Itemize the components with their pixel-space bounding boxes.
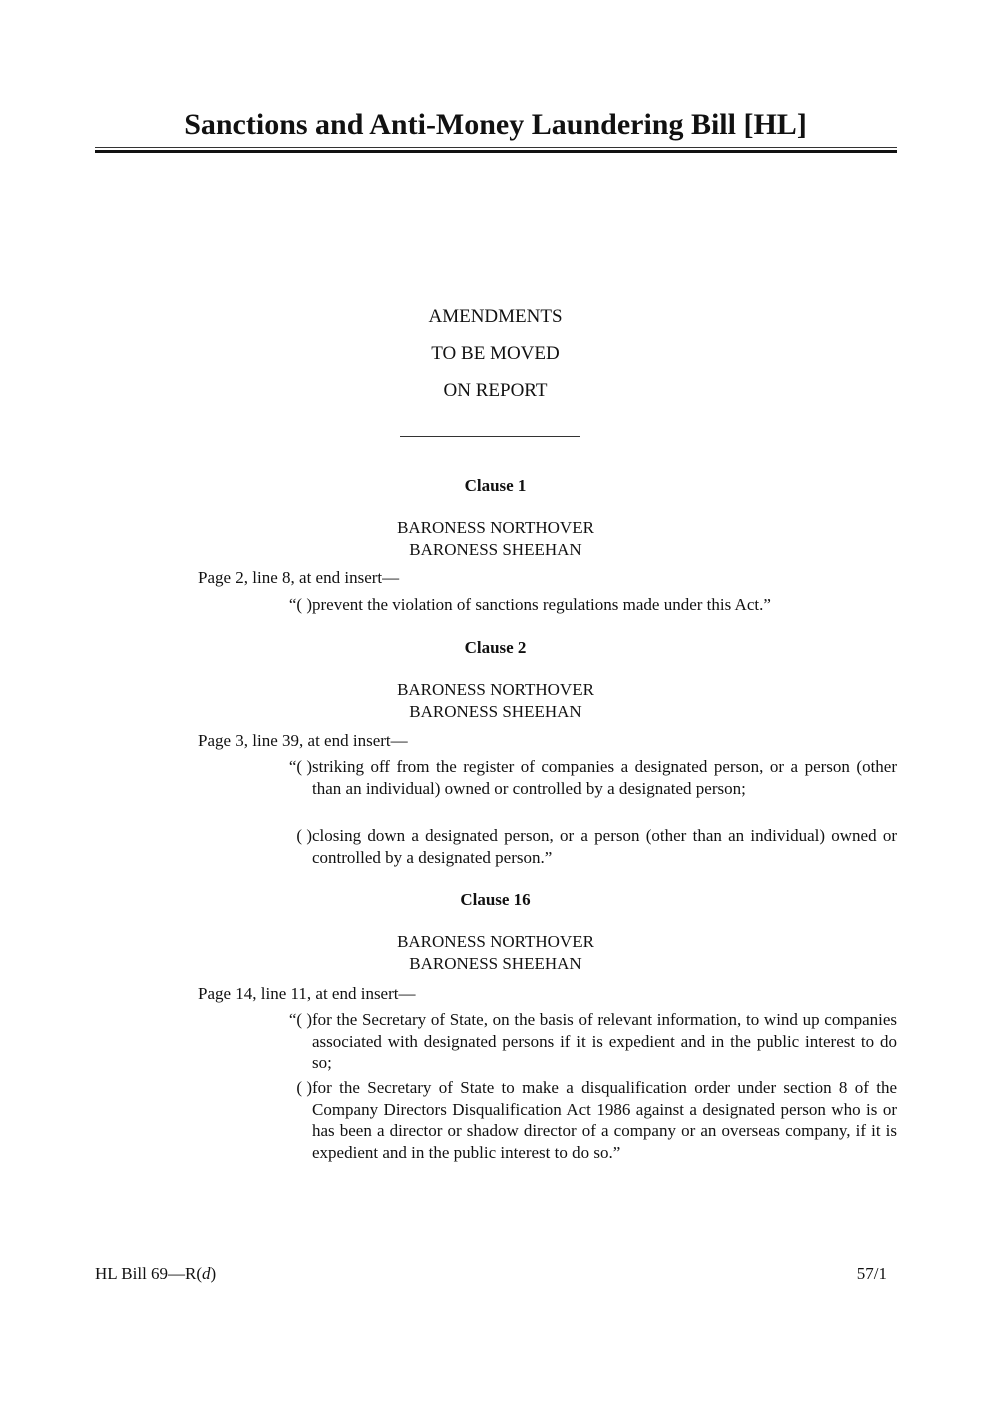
item-text: closing down a designated person, or a person (other than an individual) owned or controlled by a designated person.” (312, 826, 897, 867)
clause-heading: Clause 2 (464, 638, 527, 657)
item-text: for the Secretary of State, on the basis of relevant information, to wind up companies associated with designated persons if it is expedient and in the public interest to do so; (312, 1010, 897, 1072)
amendment-item (270, 756, 897, 799)
item-marker: “( ) (288, 757, 312, 776)
heading-line-1: AMENDMENTS (428, 306, 563, 327)
sponsor-name: BARONESS NORTHOVER (397, 518, 594, 537)
amendment-item (270, 1077, 897, 1163)
clause-heading: Clause 1 (464, 476, 527, 495)
sponsor-name: BARONESS SHEEHAN (409, 953, 582, 973)
sponsor-name: BARONESS NORTHOVER (397, 680, 594, 699)
title-rule-thick (95, 150, 897, 153)
bill-reference (95, 1264, 216, 1284)
heading-line-3: ON REPORT (443, 380, 548, 401)
bill-ref-prefix: HL Bill 69—R( (95, 1264, 203, 1283)
amendment-item (270, 1009, 897, 1074)
heading-line-2: TO BE MOVED (431, 343, 560, 364)
document-title: Sanctions and Anti-Money Laundering Bill [HL] (184, 108, 807, 141)
title-rule-thin (95, 147, 897, 148)
amendment-location: Page 3, line 39, at end insert— (198, 731, 408, 750)
item-text: prevent the violation of sanctions regulations made under this Act.” (312, 595, 771, 614)
sponsor-names (0, 679, 991, 722)
item-marker: ( ) (296, 1078, 312, 1097)
amendment-location: Page 14, line 11, at end insert— (198, 984, 416, 1003)
item-marker: “( ) (288, 1010, 312, 1029)
separator-rule (400, 436, 580, 437)
item-marker: ( ) (296, 826, 312, 845)
item-marker: “( ) (288, 595, 312, 614)
sponsor-name: BARONESS SHEEHAN (409, 539, 582, 559)
clause-heading: Clause 16 (460, 890, 531, 909)
item-text: striking off from the register of companies a designated person, or a person (other than an individual) owned or controlled by a designated person; (312, 757, 897, 798)
amendment-item (270, 825, 897, 868)
sponsor-names (0, 517, 991, 560)
sponsor-name: BARONESS NORTHOVER (397, 932, 594, 951)
amendment-item (270, 594, 897, 616)
bill-ref-italic: d (202, 1264, 211, 1283)
sponsor-names (0, 931, 991, 974)
sponsor-name: BARONESS SHEEHAN (409, 701, 582, 721)
amendment-location: Page 2, line 8, at end insert— (198, 568, 400, 587)
item-text: for the Secretary of State to make a disqualification order under section 8 of the Company Directors Disqualification Act 1986 against a designated person who is or has been a director or shadow director of a company or an overseas company, if it is expedient and in the public interest to do so.” (312, 1078, 897, 1162)
bill-ref-suffix: ) (210, 1264, 217, 1283)
page-reference: 57/1 (856, 1264, 887, 1283)
